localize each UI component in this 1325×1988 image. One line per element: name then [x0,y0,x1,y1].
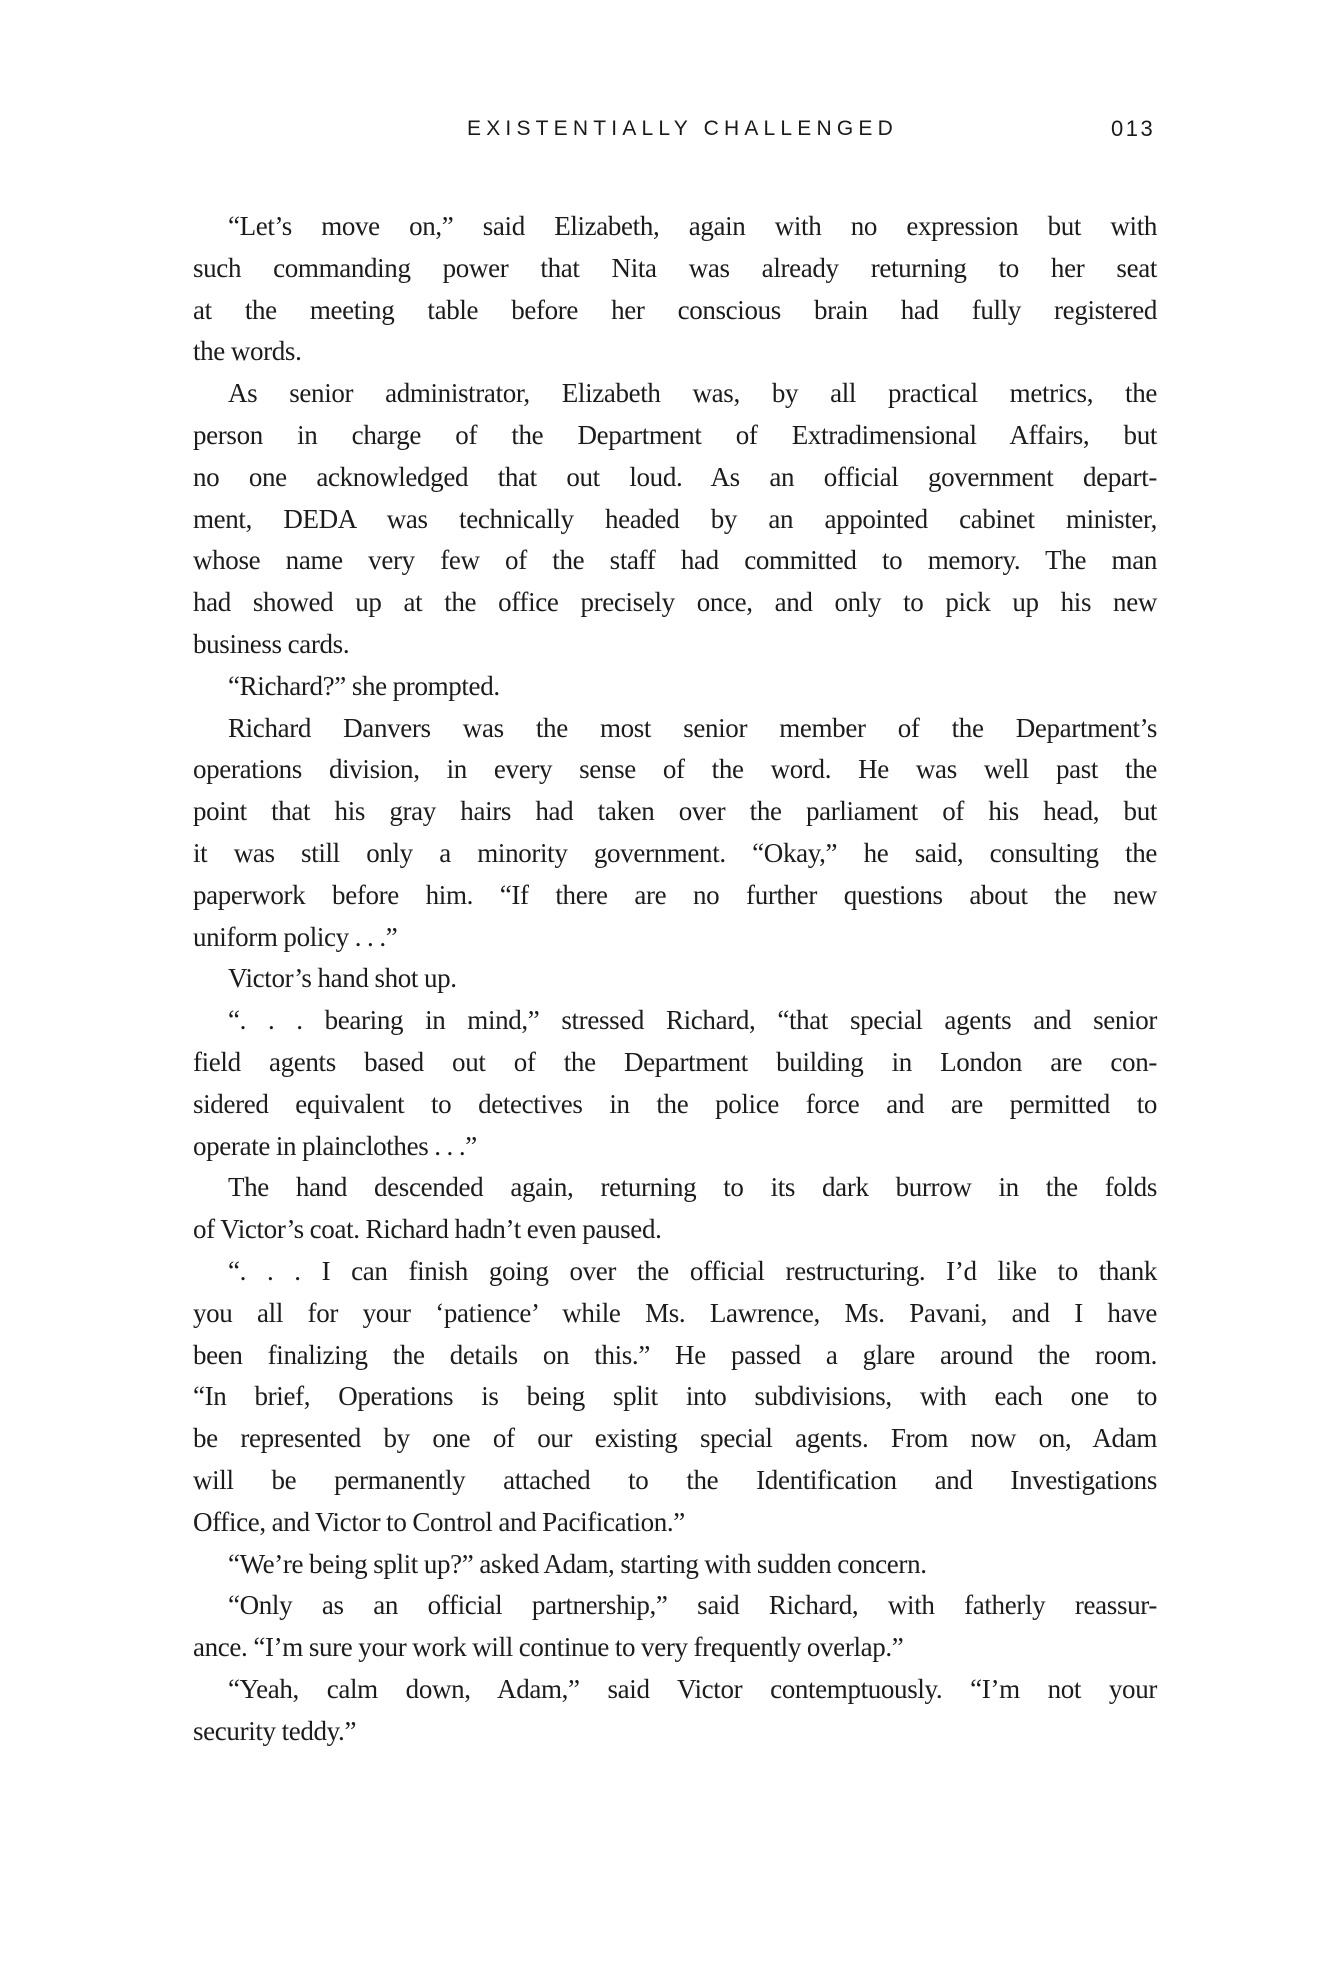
text-line: security teddy.” [193,1715,357,1746]
text-line: whose name very few of the staff had committed to memory. The man [193,545,1157,576]
paragraph [193,708,1157,959]
text-line: ance. “I’m sure your work will continue to very frequently overlap.” [193,1632,904,1663]
text-line: field agents based out of the Department building in London are con- [193,1046,1157,1077]
text-line: Victor’s hand shot up. [228,963,457,994]
text-line: “We’re being split up?” asked Adam, starting with sudden concern. [228,1548,927,1579]
text-line: “Only as an official partnership,” said Richard, with fatherly reassur- [228,1590,1157,1621]
text-line: point that his gray hairs had taken over the parliament of his head, but [193,796,1157,827]
text-line: it was still only a minority government. “Okay,” he said, consulting the [193,837,1157,868]
text-line: will be permanently attached to the Identification and Investigations [193,1464,1157,1495]
paragraph [193,1000,1157,1167]
running-head-title: EXISTENTIALLY CHALLENGED [467,117,898,140]
paragraph [193,958,1157,1000]
text-line: operate in plainclothes . . .” [193,1130,477,1161]
text-line: As senior administrator, Elizabeth was, by all practical metrics, the [228,378,1157,409]
paragraph [193,1585,1157,1669]
text-line: “Yeah, calm down, Adam,” said Victor contemptuously. “I’m not your [228,1673,1157,1704]
paragraph [193,666,1157,708]
paragraph [193,1669,1157,1753]
text-line: person in charge of the Department of Extradimensional Affairs, but [193,419,1157,450]
text-line: the words. [193,336,302,367]
text-line: “Let’s move on,” said Elizabeth, again with no expression but with [228,211,1157,241]
text-line: had showed up at the office precisely once, and only to pick up his new [193,587,1157,618]
paragraph [193,1167,1157,1251]
text-line: you all for your ‘patience’ while Ms. Lawrence, Ms. Pavani, and I have [193,1297,1157,1328]
text-line: Office, and Victor to Control and Pacification.” [193,1506,685,1537]
text-line: such commanding power that Nita was already returning to her seat [193,252,1157,283]
text-line: Richard Danvers was the most senior member of the Department’s [228,712,1157,743]
text-line: of Victor’s coat. Richard hadn’t even paused. [193,1214,662,1245]
paragraph [193,1544,1157,1586]
text-line: sidered equivalent to detectives in the police force and are permitted to [193,1088,1157,1119]
text-line: “. . . bearing in mind,” stressed Richard, “that special agents and senior [228,1005,1157,1036]
text-line: uniform policy . . .” [193,921,398,952]
text-line: The hand descended again, returning to its dark burrow in the folds [228,1172,1157,1203]
body-text [193,206,1157,1752]
paragraph [193,206,1157,373]
text-line: operations division, in every sense of the word. He was well past the [193,754,1157,785]
text-line: business cards. [193,628,350,659]
text-line: “In brief, Operations is being split into subdivisions, with each one to [193,1381,1157,1412]
text-line: “. . . I can finish going over the official restructuring. I’d like to thank [228,1255,1157,1286]
text-line: at the meeting table before her conscious brain had fully registered [193,294,1157,325]
text-line: been finalizing the details on this.” He passed a glare around the room. [193,1339,1157,1370]
paragraph [193,373,1157,666]
text-line: be represented by one of our existing special agents. From now on, Adam [193,1423,1157,1454]
page-number: 013 [1111,116,1156,141]
paragraph [193,1251,1157,1544]
text-line: no one acknowledged that out loud. As an official government depart- [193,461,1157,492]
text-line: “Richard?” she prompted. [228,670,500,701]
text-line: paperwork before him. “If there are no further questions about the new [193,879,1157,910]
text-line: ment, DEDA was technically headed by an appointed cabinet minister, [193,503,1157,534]
